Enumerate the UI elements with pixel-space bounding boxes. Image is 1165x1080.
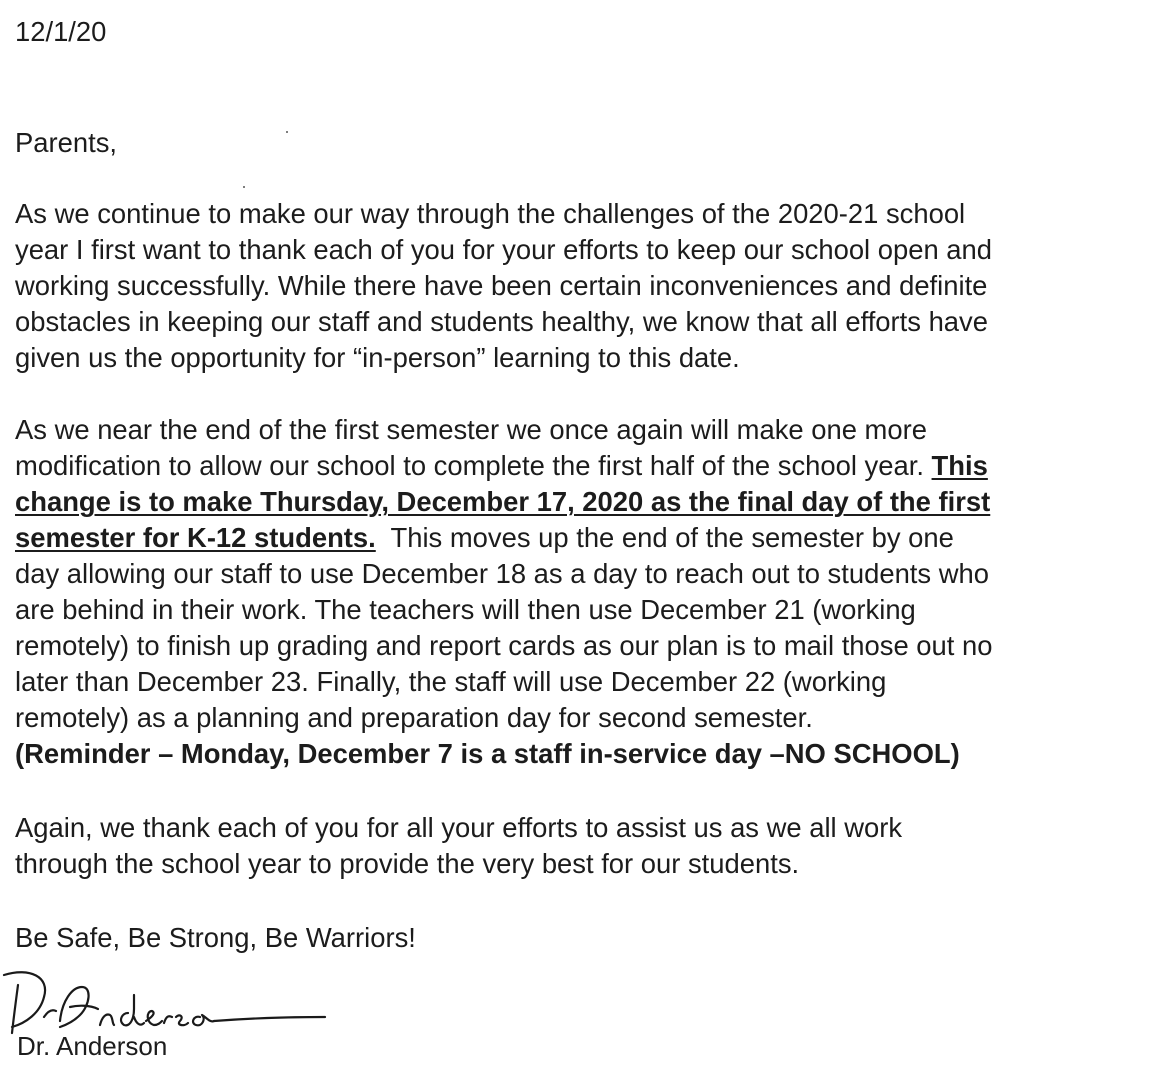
scan-speck	[286, 131, 288, 133]
paragraph-line: As we continue to make our way through the challenges of the 2020-21 school	[15, 198, 966, 229]
paragraph-line	[15, 448, 988, 484]
paragraph-line: given us the opportunity for “in-person” learning to this date.	[15, 342, 740, 373]
reminder-line: (Reminder – Monday, December 7 is a staff in-service day –NO SCHOOL)	[15, 738, 960, 769]
paragraph-line: working successfully. While there have been certain inconveniences and definite	[15, 270, 988, 301]
signer-name: Dr. Anderson	[17, 1031, 168, 1061]
letter-date: 12/1/20	[15, 16, 107, 47]
emphasis-text: semester for K-12 students.	[15, 522, 376, 553]
paragraph-line: Again, we thank each of you for all your efforts to assist us as we all work	[15, 812, 903, 843]
emphasis-line: change is to make Thursday, December 17, 2020 as the final day of the first	[15, 486, 991, 517]
paragraph-text: This moves up the end of the semester by one	[375, 522, 954, 553]
paragraph-line: later than December 23. Finally, the staff will use December 22 (working	[15, 666, 887, 697]
paragraph-line: year I first want to thank each of you for your efforts to keep our school open and	[15, 234, 992, 265]
emphasis-text: This	[931, 450, 988, 481]
paragraph-line: As we near the end of the first semester we once again will make one more	[15, 414, 927, 445]
paragraph-line: remotely) to finish up grading and report cards as our plan is to mail those out no	[15, 630, 993, 661]
closing-line: Be Safe, Be Strong, Be Warriors!	[15, 922, 416, 953]
paragraph-line: through the school year to provide the very best for our students.	[15, 848, 800, 879]
paragraph-line: day allowing our staff to use December 18 as a day to reach out to students who	[15, 558, 989, 589]
paragraph-line: obstacles in keeping our staff and students healthy, we know that all efforts have	[15, 306, 988, 337]
salutation: Parents,	[15, 127, 118, 158]
scan-speck	[243, 186, 245, 188]
paragraph-line: are behind in their work. The teachers will then use December 21 (working	[15, 594, 916, 625]
paragraph-line: remotely) as a planning and preparation day for second semester.	[15, 702, 813, 733]
paragraph-text: modification to allow our school to complete the first half of the school year.	[15, 450, 932, 481]
paragraph-line	[15, 520, 954, 556]
